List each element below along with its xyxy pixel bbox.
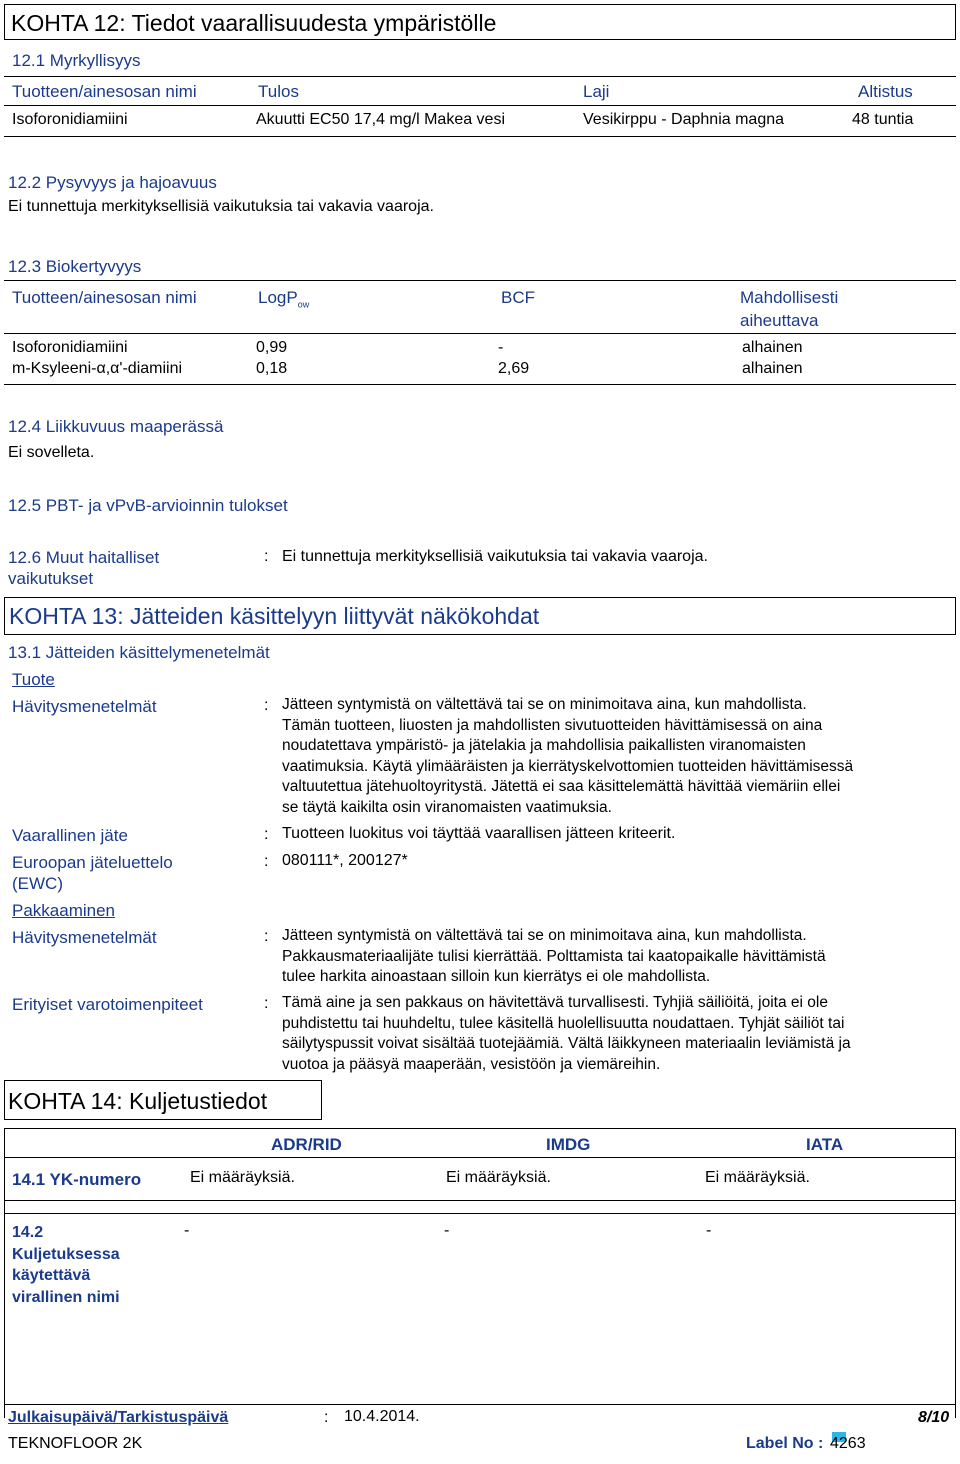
tuote-heading: Tuote	[12, 670, 55, 689]
disposal-label: Hävitysmenetelmät	[12, 697, 157, 716]
shipping-name-imdg: -	[444, 1222, 450, 1239]
bio-row-1-logp: 0,99	[256, 339, 288, 356]
packaging-heading: Pakkaaminen	[12, 901, 116, 920]
precaution-line: säilytyspussit voivat sisältää tuotejäämiä. Vältä läikkyneen materiaalin leviämistä ja	[282, 1035, 851, 1052]
divider	[4, 136, 956, 137]
disposal-line: se täytä kaikilta osin viranomaisten vaatimuksia.	[282, 798, 612, 816]
subsection-12-4-text: Ei sovelleta.	[8, 444, 95, 461]
col-header-species: Laji	[583, 82, 610, 101]
bio-header-bcf: BCF	[501, 288, 535, 307]
tox-cell-result: Akuutti EC50 17,4 mg/l Makea vesi	[256, 111, 506, 128]
bio-header-name: Tuotteen/ainesosan nimi	[12, 288, 197, 307]
table-border	[4, 1128, 5, 1418]
divider	[4, 1213, 956, 1214]
subsection-12-6-title	[8, 547, 159, 589]
un-number-iata: Ei määräyksiä.	[705, 1169, 810, 1186]
disposal-line: Jätteen syntymistä on vältettävä tai se on minimoitava aina, kun mahdollista.	[282, 696, 807, 713]
bio-header-potential	[740, 287, 838, 331]
disposal-text	[282, 695, 853, 818]
precaution-line: Tämä aine ja sen pakkaus on hävitettävä turvallisesti. Tyhjiä säiliöitä, joita ei ole	[282, 994, 828, 1011]
subsection-13-1-title: 13.1 Jätteiden käsittelymenetelmät	[8, 643, 270, 662]
transport-header-imdg: IMDG	[546, 1135, 591, 1154]
hazardous-waste-text: Tuotteen luokitus voi täyttää vaarallisen jätteen kriteerit.	[282, 825, 676, 842]
page-number: 8/10	[918, 1409, 950, 1426]
precaution-line: puhdistettu tai huuhdeltu, tulee käsitellä huolellisuutta noudattaen. Tyhjät säiliöt tai	[282, 1014, 845, 1032]
subsection-12-5-title: 12.5 PBT- ja vPvB-arvioinnin tulokset	[8, 496, 288, 515]
divider	[4, 280, 956, 281]
subsection-12-2-title: 12.2 Pysyvyys ja hajoavuus	[8, 173, 217, 192]
shipping-name-label	[12, 1222, 120, 1308]
colon: :	[264, 995, 269, 1012]
transport-header-adr: ADR/RID	[271, 1135, 342, 1154]
colon: :	[324, 1409, 329, 1426]
divider	[4, 1200, 956, 1201]
transport-header-iata: IATA	[806, 1135, 844, 1154]
subsection-12-1-title: 12.1 Myrkyllisyys	[12, 51, 141, 70]
section-13-title: KOHTA 13: Jätteiden käsittelyyn liittyvät näkökohdat	[9, 603, 540, 629]
subsection-12-6-title-line1: 12.6 Muut haitalliset	[8, 548, 160, 567]
subsection-12-2-text: Ei tunnettuja merkityksellisiä vaikutuksia tai vakavia vaaroja.	[8, 198, 434, 215]
label-number: 4263	[830, 1435, 866, 1452]
bio-header-logp: LogP$_{ow}$	[258, 288, 310, 310]
bio-row-2-potential: alhainen	[742, 360, 803, 377]
tox-cell-species: Vesikirppu - Daphnia magna	[583, 111, 785, 128]
subsection-12-6-text: Ei tunnettuja merkityksellisiä vaikutuksia tai vakavia vaaroja.	[282, 548, 708, 565]
hazardous-waste-label: Vaarallinen jäte	[12, 826, 128, 845]
table-border	[955, 1128, 956, 1418]
footer-divider	[4, 1404, 956, 1405]
divider	[4, 1128, 956, 1129]
bio-header-potential-line2: aiheuttava	[740, 311, 819, 330]
disposal-text-2	[282, 926, 826, 988]
divider	[4, 76, 956, 77]
colon: :	[264, 826, 269, 843]
bio-row-2-name: m-Ksyleeni-α,α'-diamiini	[12, 360, 183, 377]
label-no-label: Label No :	[746, 1435, 824, 1452]
un-number-imdg: Ei määräyksiä.	[446, 1169, 551, 1186]
disposal-line: Jätteen syntymistä on vältettävä tai se on minimoitava aina, kun mahdollista.	[282, 927, 807, 944]
shipping-name-adr: -	[184, 1222, 190, 1239]
shipping-name-label-line: 14.2	[12, 1224, 44, 1241]
colon: :	[264, 928, 269, 945]
disposal-line: vaatimuksia. Käytä ylimääräisten ja kierrätyskelvottomien tuotteiden hävittämisessä	[282, 757, 854, 775]
un-number-adr: Ei määräyksiä.	[190, 1169, 295, 1186]
shipping-name-label-line: käytettävä	[12, 1267, 91, 1284]
subsection-12-4-title: 12.4 Liikkuvuus maaperässä	[8, 417, 224, 436]
ewc-label	[12, 852, 173, 894]
divider	[4, 1157, 956, 1158]
ewc-text: 080111*, 200127*	[282, 852, 408, 869]
shipping-name-label-line: Kuljetuksessa	[12, 1245, 120, 1263]
special-precautions-label: Erityiset varotoimenpiteet	[12, 995, 203, 1014]
bio-row-1-potential: alhainen	[742, 339, 803, 356]
section-12-header	[4, 4, 956, 40]
divider	[4, 105, 956, 106]
disposal-line: Pakkausmateriaalijäte tulisi kierrättää. Polttamista tai kaatopaikalle hävittämistä	[282, 947, 826, 965]
col-header-result: Tulos	[258, 82, 299, 101]
bio-row-1-bcf: -	[498, 339, 504, 356]
subsection-12-3-title: 12.3 Biokertyvyys	[8, 257, 142, 276]
special-precautions-text	[282, 993, 851, 1075]
colon: :	[264, 697, 269, 714]
disposal-label-2: Hävitysmenetelmät	[12, 928, 157, 947]
precaution-line: vuotoa ja pääsyä maaperään, vesistöön ja viemäreihin.	[282, 1055, 661, 1073]
section-12-title: KOHTA 12: Tiedot vaarallisuudesta ympäristölle	[11, 10, 497, 36]
bio-row-2-bcf: 2,69	[498, 360, 530, 377]
bio-row-1-name: Isoforonidiamiini	[12, 339, 128, 356]
shipping-name-iata: -	[706, 1222, 712, 1239]
bio-row-2-logp: 0,18	[256, 360, 288, 377]
disposal-line: tulee harkita ainoastaan silloin kun kierrätys ei ole mahdollista.	[282, 968, 711, 985]
subsection-12-6-title-line2: vaikutukset	[8, 569, 94, 588]
product-name: TEKNOFLOOR 2K	[8, 1435, 143, 1452]
bio-header-potential-line1: Mahdollisesti	[740, 288, 839, 307]
ewc-label-line2: (EWC)	[12, 874, 63, 893]
disposal-line: Tämän tuotteen, liuosten ja mahdollisten sivutuotteiden hävittämisessä on aina	[282, 716, 823, 734]
section-13-header	[4, 597, 956, 635]
col-header-exposure: Altistus	[858, 82, 913, 101]
ewc-label-line1: Euroopan jäteluettelo	[12, 853, 173, 872]
shipping-name-label-line: virallinen nimi	[12, 1288, 120, 1306]
divider	[4, 333, 956, 334]
tox-cell-exposure: 48 tuntia	[852, 111, 914, 128]
section-14-header	[4, 1080, 322, 1120]
section-14-title: KOHTA 14: Kuljetustiedot	[8, 1088, 268, 1114]
un-number-label: 14.1 YK-numero	[12, 1170, 142, 1189]
disposal-line: noudatettava ympäristö- ja jätelakia ja mahdollisia paikallisten viranomaisten	[282, 737, 806, 754]
col-header-name: Tuotteen/ainesosan nimi	[12, 82, 197, 101]
footer-date: 10.4.2014.	[344, 1408, 420, 1425]
footer-date-label: Julkaisupäivä/Tarkistuspäivä	[8, 1409, 229, 1426]
tox-cell-name: Isoforonidiamiini	[12, 111, 128, 128]
colon: :	[264, 548, 269, 565]
divider	[4, 384, 956, 385]
colon: :	[264, 853, 269, 870]
disposal-line: valtuutettua jätehuoltoyritystä. Jätettä ei saa käsittelemättä hävittää viemäriin ellei	[282, 778, 841, 795]
